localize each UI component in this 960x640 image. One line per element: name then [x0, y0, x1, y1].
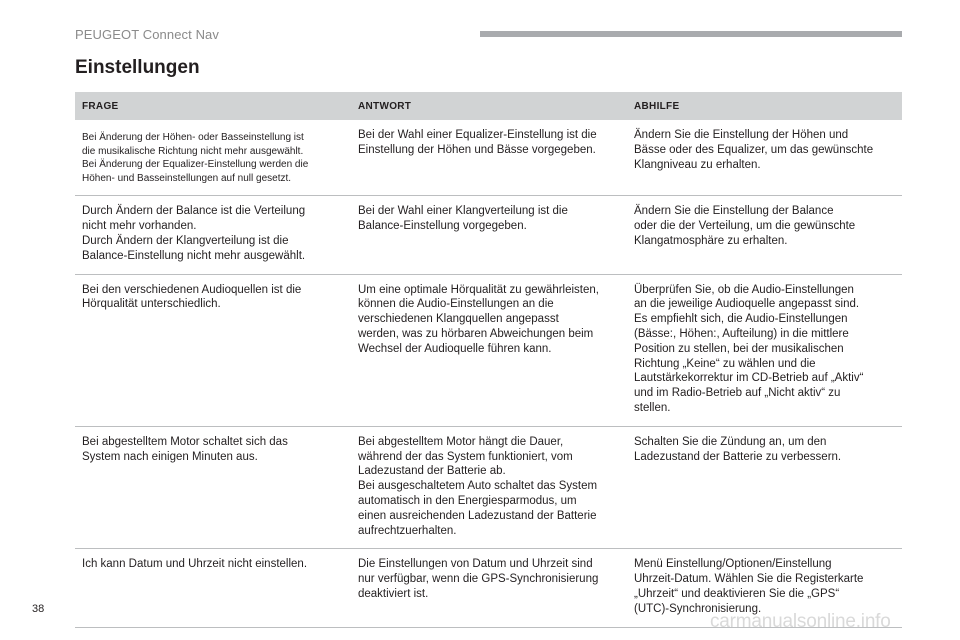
table-row [75, 275, 902, 427]
cell-frage: Bei Änderung der Höhen- oder Basseinstellung ist die musikalische Richtung nicht mehr ausgewählt. Bei Änderung der Equalizer-Einstellung werden die Höhen- und Basseinstellungen auf null gesetzt. [82, 132, 309, 184]
page-title: Einstellungen [75, 57, 200, 78]
table-row [75, 120, 902, 196]
cell-antwort: Bei der Wahl einer Equalizer-Einstellung ist die Einstellung der Höhen und Bässe vorgegeben. [358, 129, 597, 156]
page-number: 38 [32, 603, 45, 615]
cell-abhilfe: Überprüfen Sie, ob die Audio-Einstellungen an die jeweilige Audioquelle angepasst sind. Es empfiehlt sich, die Audio-Einstellungen (Bässe:, Höhen:, Aufteilung) in die mittlere Position zu stellen, bei der musikalischen Richtung „Keine“ zu wählen und die Lautstärkekorrektur im CD-Betrieb auf „Aktiv“ und im Radio-Betrieb auf „Nicht aktiv“ zu stellen. [634, 283, 864, 414]
troubleshooting-table [75, 92, 902, 628]
column-header-abhilfe: ABHILFE [634, 100, 680, 112]
cell-frage: Durch Ändern der Balance ist die Verteilung nicht mehr vorhanden. Durch Ändern der Klangverteilung ist die Balance-Einstellung nicht mehr ausgewählt. [82, 205, 306, 262]
cell-frage: Ich kann Datum und Uhrzeit nicht einstellen. [82, 558, 308, 571]
cell-abhilfe: Ändern Sie die Einstellung der Höhen und Bässe oder des Equalizer, um das gewünschte Klangniveau zu erhalten. [634, 129, 874, 171]
watermark-text: carmanualsonline.info [710, 611, 891, 632]
cell-antwort: Bei abgestelltem Motor hängt die Dauer, während der das System funktioniert, vom Ladezustand der Batterie ab. Bei ausgeschaltetem Auto schaltet das System automatisch in den Energiesparmodus, um einen ausreichenden Ladezustand der Batterie aufrechtzuerhalten. [358, 435, 598, 537]
cell-frage: Bei abgestelltem Motor schaltet sich das System nach einigen Minuten aus. [82, 435, 288, 463]
cell-antwort: Um eine optimale Hörqualität zu gewährleisten, können die Audio-Einstellungen an die verschiedenen Klangquellen angepasst werden, was zu hörbaren Abweichungen beim Wechsel der Audioquelle führen kann. [358, 283, 599, 355]
header-divider-bar [480, 31, 902, 37]
cell-abhilfe: Schalten Sie die Zündung an, um den Ladezustand der Batterie zu verbessern. [634, 435, 842, 463]
cell-antwort: Die Einstellungen von Datum und Uhrzeit sind nur verfügbar, wenn die GPS-Synchronisierung deaktiviert ist. [358, 558, 599, 600]
cell-abhilfe: Ändern Sie die Einstellung der Balance oder die der Verteilung, um die gewünschte Klangatmosphäre zu erhalten. [634, 205, 856, 247]
column-header-antwort: ANTWORT [358, 100, 412, 112]
column-header-frage: FRAGE [82, 100, 119, 112]
cell-abhilfe: Menü Einstellung/Optionen/Einstellung Uhrzeit-Datum. Wählen Sie die Registerkarte „Uhrzeit“ und deaktivieren Sie die „GPS“ (UTC)-Synchronisierung. [634, 558, 864, 615]
table-header-row [75, 92, 902, 120]
manual-header-title: PEUGEOT Connect Nav [75, 27, 219, 42]
cell-frage: Bei den verschiedenen Audioquellen ist die Hörqualität unterschiedlich. [82, 283, 302, 311]
cell-antwort: Bei der Wahl einer Klangverteilung ist die Balance-Einstellung vorgegeben. [358, 205, 568, 233]
table-row [75, 427, 902, 550]
table-row [75, 196, 902, 274]
